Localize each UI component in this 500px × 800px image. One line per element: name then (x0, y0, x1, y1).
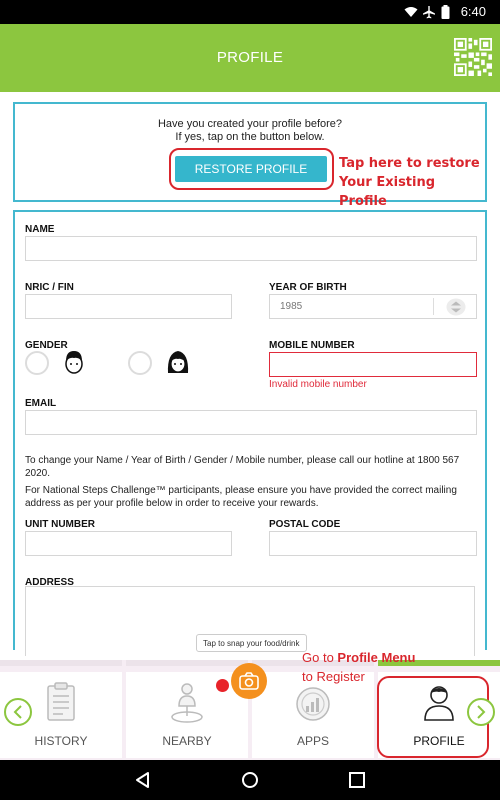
tab-indicator-nearby (126, 660, 248, 666)
restore-instruction: If yes, tap on the button below. (175, 131, 325, 143)
profile-annotation-line2: to Register (302, 669, 365, 684)
restore-question: Have you created your profile before? (157, 118, 343, 130)
address-label: ADDRESS (25, 577, 74, 588)
profile-menu-annotation (302, 648, 415, 686)
year-of-birth-label: YEAR OF BIRTH (269, 282, 347, 293)
spinner-arrows-icon[interactable] (446, 298, 466, 316)
home-icon[interactable] (241, 771, 259, 789)
profile-form (13, 210, 487, 650)
android-nav-bar (0, 760, 500, 800)
mobile-number-error: Invalid mobile number (269, 379, 367, 390)
status-time: 6:40 (460, 4, 486, 19)
female-avatar-icon (166, 349, 190, 375)
male-avatar-icon (62, 349, 86, 375)
year-divider (433, 298, 434, 315)
unit-number-field[interactable] (25, 531, 232, 556)
history-icon (43, 680, 79, 724)
name-field[interactable] (25, 236, 477, 261)
tab-indicator-history (0, 660, 122, 666)
nric-field[interactable] (25, 294, 232, 319)
hotline-note (25, 454, 475, 480)
chevron-right-icon (475, 705, 487, 719)
year-of-birth-select[interactable] (269, 294, 477, 319)
nearby-icon (169, 680, 205, 724)
status-bar (0, 0, 500, 24)
restore-annotation-line1: Tap here to restore (339, 156, 480, 171)
app-header (0, 24, 500, 92)
rewards-note-line2: address as per your profile below in order to receive your rewards. (25, 498, 319, 509)
wifi-icon (404, 5, 418, 19)
battery-icon (441, 5, 450, 19)
tab-nearby-label: NEARBY (162, 734, 212, 748)
email-field[interactable] (25, 410, 477, 435)
hotline-note-line2: 2020. (25, 468, 51, 479)
postal-code-label: POSTAL CODE (269, 519, 341, 530)
year-of-birth-value: 1985 (280, 301, 303, 312)
snap-food-button[interactable] (231, 663, 267, 699)
nric-label: NRIC / FIN (25, 282, 74, 293)
airplane-icon (422, 5, 436, 19)
hotline-note-line1: To change your Name / Year of Birth / Gender / Mobile number, please call our hotline at 1800 567 (25, 455, 460, 466)
tab-nearby[interactable] (126, 672, 248, 758)
restore-profile-button[interactable]: RESTORE PROFILE (175, 156, 327, 182)
gender-male-radio[interactable] (25, 351, 49, 375)
email-label: EMAIL (25, 398, 57, 409)
tab-history-label: HISTORY (34, 734, 88, 748)
recents-icon[interactable] (348, 771, 366, 789)
gender-label: GENDER (25, 340, 68, 351)
postal-code-field[interactable] (269, 531, 477, 556)
qr-code-icon[interactable] (454, 38, 492, 76)
rewards-note-line1: For National Steps Challenge™ participants, please ensure you have provided the correct mailing (25, 485, 457, 496)
mobile-number-label: MOBILE NUMBER (269, 340, 355, 351)
restore-annotation (339, 154, 485, 211)
tab-apps-label: APPS (296, 734, 329, 748)
restore-annotation-line2: Your Existing Profile (339, 175, 436, 209)
gender-female-radio[interactable] (128, 351, 152, 375)
profile-annotation-prefix: Go to (302, 650, 338, 665)
camera-icon (239, 671, 259, 691)
back-icon[interactable] (134, 771, 152, 789)
notification-dot (216, 679, 229, 692)
page-title: PROFILE (216, 49, 284, 66)
unit-number-label: UNIT NUMBER (25, 519, 95, 530)
nav-next-button[interactable] (467, 698, 495, 726)
restore-profile-section (13, 102, 487, 209)
chevron-left-icon (12, 705, 24, 719)
apps-icon (295, 680, 331, 724)
profile-annotation-bold: Profile Menu (337, 650, 416, 665)
rewards-note (25, 484, 475, 510)
mobile-number-field[interactable] (269, 352, 477, 377)
nav-prev-button[interactable] (4, 698, 32, 726)
name-label: NAME (25, 224, 55, 235)
tab-profile-label: PROFILE (413, 734, 465, 748)
snap-food-tooltip: Tap to snap your food/drink (196, 634, 307, 652)
